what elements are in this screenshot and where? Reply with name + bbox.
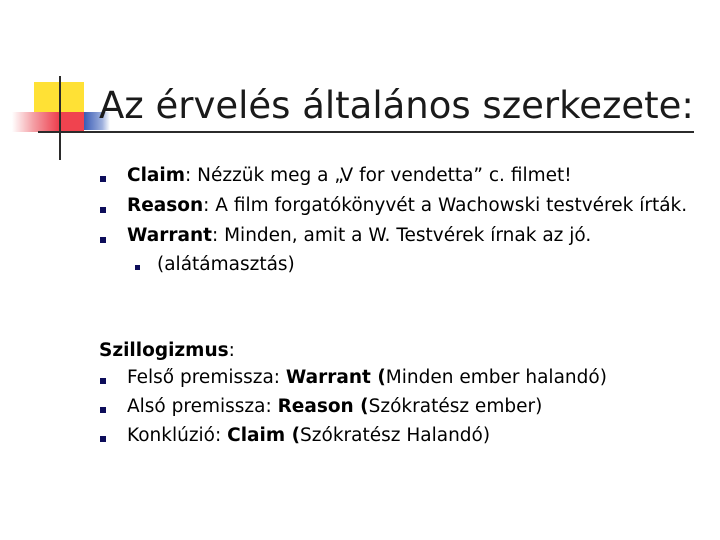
list-item-reason: Reason: A film forgatókönyvét a Wachowski testvérek írták. [127,195,688,216]
decor-vertical-line [59,76,61,160]
decor-red-bar [12,112,59,132]
syllogism-item-major: Felső premissza: Warrant (Minden ember halandó) [127,367,607,388]
list-item-claim: Claim: Nézzük meg a „V for vendetta” c. filmet! [127,165,572,186]
bullet-icon [100,207,106,213]
list-item-warrant: Warrant: Minden, amit a W. Testvérek írnak az jó. [127,225,592,246]
syllogism-heading: Szillogizmus: [99,340,235,361]
list-subitem: (alátámasztás) [157,254,295,275]
title-underline [38,131,694,133]
bullet-icon [100,407,106,413]
bullet-icon [100,378,106,384]
bullet-icon [100,176,106,182]
syllogism-item-minor: Alsó premissza: Reason (Szókratész ember) [127,396,543,417]
bullet-icon [100,436,106,442]
sub-bullet-icon [135,265,140,270]
bullet-icon [100,237,106,243]
slide-title: Az érvelés általános szerkezete: [99,84,694,127]
syllogism-item-conclusion: Konklúzió: Claim (Szókratész Halandó) [127,425,491,446]
decor-red-square [59,112,84,132]
